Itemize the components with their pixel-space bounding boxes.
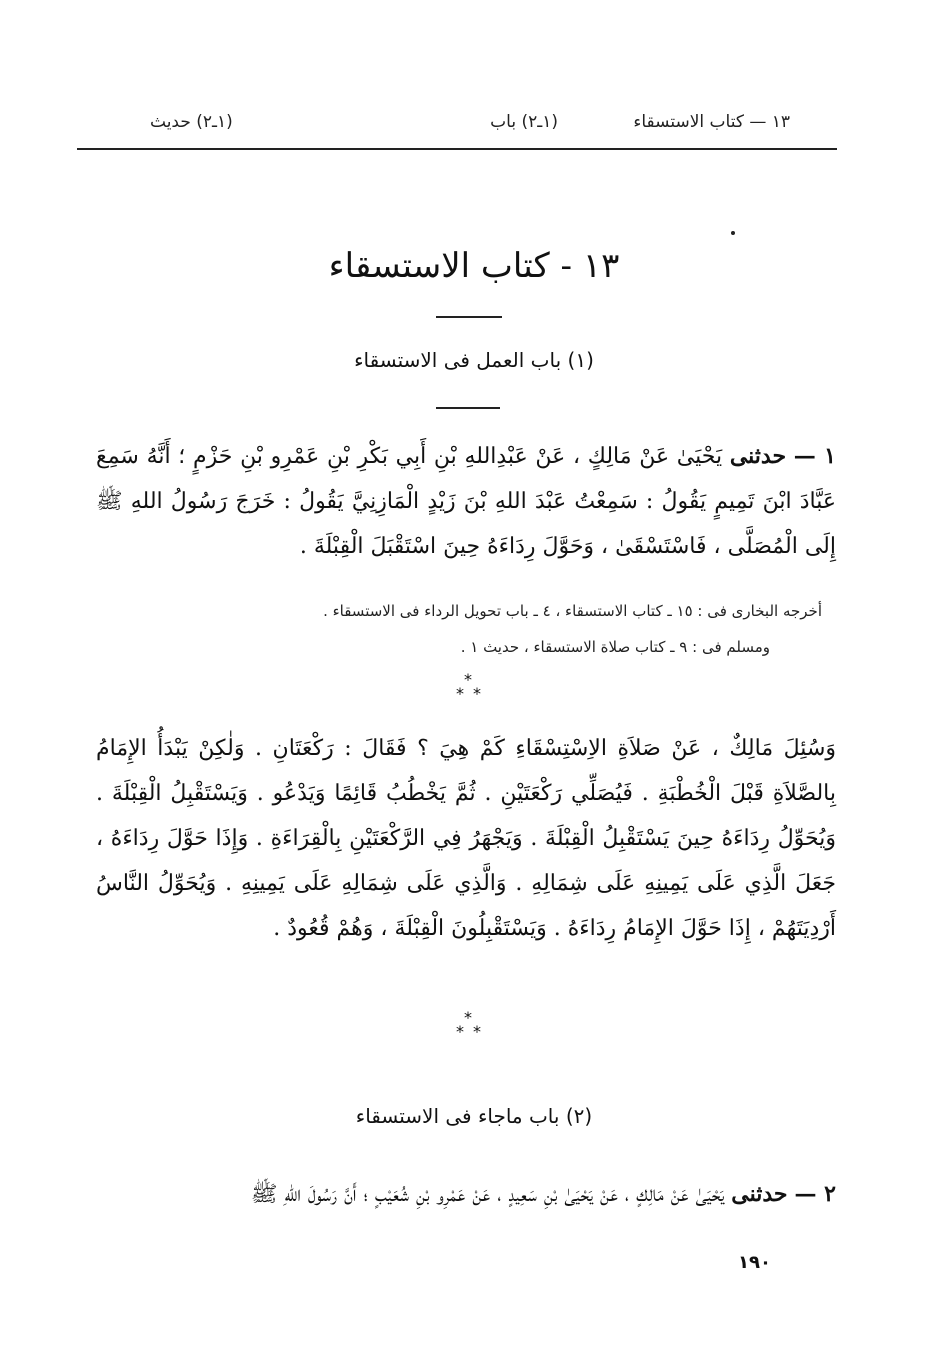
chapter-heading-2 bbox=[200, 1104, 748, 1128]
chapter-title: باب العمل فى الاستسقاء bbox=[354, 348, 562, 372]
chapter-number: (٢) bbox=[565, 1104, 593, 1128]
asterism-star: * bbox=[464, 1008, 472, 1027]
title-rule bbox=[436, 316, 502, 318]
header-chapter-range: (١ـ٢) باب bbox=[490, 112, 558, 132]
hadith-text: يَحْيَىٰ عَنْ مَالِكٍ ، عَنْ يَحْيَىٰ بْنِ سَعِيدٍ ، عَنْ عَمْرِو بْنِ شُعَيْبٍ ؛ أَنَّ رَسُولَ اللهِ ﷺ bbox=[250, 1182, 725, 1207]
asterism-separator bbox=[453, 1008, 493, 1044]
asterism-separator bbox=[453, 670, 493, 706]
asterism-star: * bbox=[456, 1022, 464, 1041]
hadith-2 bbox=[96, 1172, 836, 1217]
footnote-muslim: ومسلم فى : ٩ ـ كتاب صلاة الاستسقاء ، حديث ١ . bbox=[460, 638, 770, 656]
asterism-star: * bbox=[473, 684, 481, 703]
malik-answer-paragraph: وَسُئِلَ مَالِكٌ ، عَنْ صَلاَةِ الاِسْتِسْقَاءِ كَمْ هِيَ ؟ فَقَالَ : رَكْعَتَانِ . وَلٰكِنْ يَبْدَأُ الإِمَامُ بِالصَّلاَةِ قَبْلَ الْخُطْبَةِ . فَيُصَلِّي رَكْعَتَيْنِ . ثُمَّ يَخْطُبُ قَائِمًا وَيَدْعُو . وَيَسْتَقْبِلُ الْقِبْلَةَ . وَيُحَوِّلُ رِدَاءَهُ حِينَ يَسْتَقْبِلُ الْقِبْلَةَ . وَيَجْهَرُ فِي الرَّكْعَتَيْنِ بِالْقِرَاءَةِ . وَإِذَا حَوَّلَ رِدَاءَهُ ، جَعَلَ الَّذِي عَلَى يَمِينِهِ عَلَى شِمَالِهِ . وَالَّذِي عَلَى شِمَالِهِ عَلَى يَمِينِهِ . وَيُحَوِّلُ النَّاسُ أَرْدِيَتَهُمْ ، إِذَا حَوَّلَ الإِمَامُ رِدَاءَهُ . وَيَسْتَقْبِلُونَ الْقِبْلَةَ ، وَهُمْ قُعُودٌ . bbox=[96, 736, 836, 941]
chapter-heading-1 bbox=[200, 348, 748, 372]
chapter-rule bbox=[436, 407, 500, 409]
page-number: ١٩٠ bbox=[738, 1252, 771, 1273]
hadith-lead-word: حدثنى bbox=[729, 443, 787, 469]
running-header bbox=[150, 112, 790, 142]
header-rule bbox=[77, 148, 837, 150]
asterism-star: * bbox=[464, 670, 472, 689]
asterism-star: * bbox=[456, 684, 464, 703]
chapter-title: باب ماجاء فى الاستسقاء bbox=[355, 1104, 560, 1128]
book-title: ١٣ - كتاب الاستسقاء bbox=[328, 246, 620, 286]
chapter-number: (١) bbox=[567, 348, 594, 372]
hadith-1 bbox=[96, 434, 836, 569]
header-book-title: ١٣ — كتاب الاستسقاء bbox=[633, 112, 790, 132]
hadith-number: ١ — bbox=[793, 443, 836, 469]
hadith-lead-word: حدثنى bbox=[731, 1181, 788, 1207]
ink-dot bbox=[731, 231, 735, 235]
hadith-text: يَحْيَىٰ عَنْ مَالِكٍ ، عَنْ عَبْدِاللهِ بْنِ أَبِي بَكْرِ بْنِ عَمْرِو بْنِ حَزْمٍ ؛ أَنَّهُ سَمِعَ عَبَّادَ ابْنَ تَمِيمٍ يَقُولُ : سَمِعْتُ عَبْدَ اللهِ بْنَ زَيْدٍ الْمَازِنِيَّ يَقُولُ : خَرَجَ رَسُولُ اللهِ ﷺ إِلَى الْمُصَلَّى ، فَاسْتَسْقَىٰ ، وَحَوَّلَ رِدَاءَهُ حِينَ اسْتَقْبَلَ الْقِبْلَةَ . bbox=[96, 444, 836, 559]
asterism-star: * bbox=[473, 1022, 481, 1041]
footnote-bukhari: أخرجه البخارى فى : ١٥ ـ كتاب الاستسقاء ، ٤ ـ باب تحويل الرداء فى الاستسقاء . bbox=[323, 602, 822, 620]
hadith-number: ٢ — bbox=[794, 1181, 836, 1207]
header-hadith-range: (١ـ٢) حديث bbox=[150, 112, 233, 132]
